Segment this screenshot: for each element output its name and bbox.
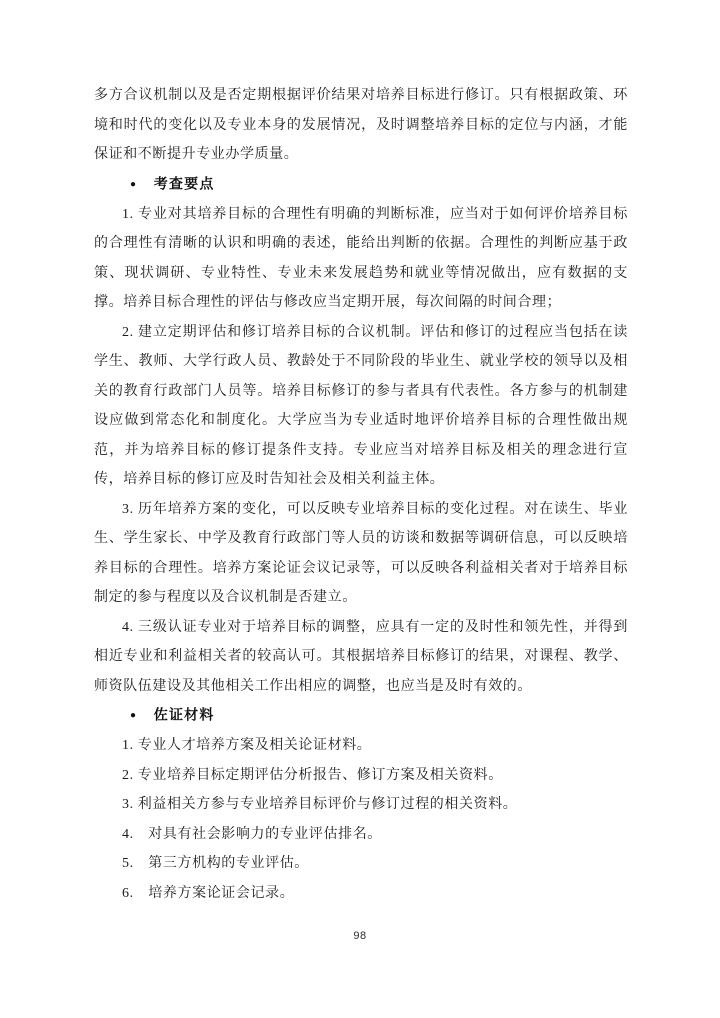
page-footer bbox=[0, 926, 720, 944]
supporting-material-item-4: 4. 对具有社会影响力的专业评估排名。 bbox=[122, 826, 382, 842]
supporting-material-item-1: 1. 专业人才培养方案及相关论证材料。 bbox=[122, 738, 372, 753]
section-heading-label: 佐证材料 bbox=[153, 708, 215, 724]
bullet-icon: ● bbox=[130, 178, 137, 190]
section-heading-label: 考查要点 bbox=[153, 177, 215, 192]
supporting-material-item-2: 2. 专业培养目标定期评估分析报告、修订方案及相关资料。 bbox=[122, 767, 503, 783]
page-number: 98 bbox=[353, 930, 367, 942]
review-point-paragraph-3: 3. 历年培养方案的变化，可以反映专业培养目标的变化过程。对在读生、毕业生、学生家长、中学及教育行政部门等人员的访谈和数据等调研信息，可以反映培养目标的合理性。培养方案论证会议记录等，可以反映各利益相关者对于培养目标制定的参与程度以及合议机制是否建立。 bbox=[94, 501, 628, 605]
section-heading-supporting-materials bbox=[94, 701, 628, 731]
supporting-material-item-5: 5. 第三方机构的专业评估。 bbox=[122, 856, 309, 871]
review-point-paragraph-1: 1. 专业对其培养目标的合理性有明确的判断标准，应当对于如何评价培养目标的合理性有清晰的认识和明确的表述，能给出判断的依据。合理性的判断应基于政策、现状调研、专业特性、专业未来发展趋势和就业等情况做出，应有数据的支撑。培养目标合理性的评估与修改应当定期开展，每次间隔的时间合理； bbox=[94, 206, 628, 310]
supporting-material-item-6: 6. 培养方案论证会记录。 bbox=[122, 885, 295, 901]
intro-paragraph: 多方合议机制以及是否定期根据评价结果对培养目标进行修订。只有根据政策、环境和时代的变化以及专业本身的发展情况，及时调整培养目标的定位与内涵，才能保证和不断提升专业办学质量。 bbox=[94, 88, 628, 162]
bullet-icon: ● bbox=[130, 710, 137, 721]
section-heading-review-points bbox=[94, 170, 628, 200]
supporting-material-item-3: 3. 利益相关方参与专业培养目标评价与修订过程的相关资料。 bbox=[122, 797, 518, 812]
review-point-paragraph-2: 2. 建立定期评估和修订培养目标的合议机制。评估和修订的过程应当包括在读学生、教师、大学行政人员、教龄处于不同阶段的毕业生、就业学校的领导以及相关的教育行政部门人员等。培养目标修订的参与者具有代表性。各方参与的机制建设应做到常态化和制度化。大学应当为专业适时地评价培养目标的合理性做出规范，并为培养目标的修订提条件支持。专业应当对培养目标及相关的理念进行宣传，培养目标的修订应及时告知社会及相关利益主体。 bbox=[94, 324, 628, 487]
review-point-paragraph-4: 4. 三级认证专业对于培养目标的调整，应具有一定的及时性和领先性，并得到相近专业和利益相关者的较高认可。其根据培养目标修订的结果，对课程、教学、师资队伍建设及其他相关工作出相应的调整，也应当是及时有效的。 bbox=[94, 619, 628, 694]
page-body bbox=[94, 81, 628, 908]
